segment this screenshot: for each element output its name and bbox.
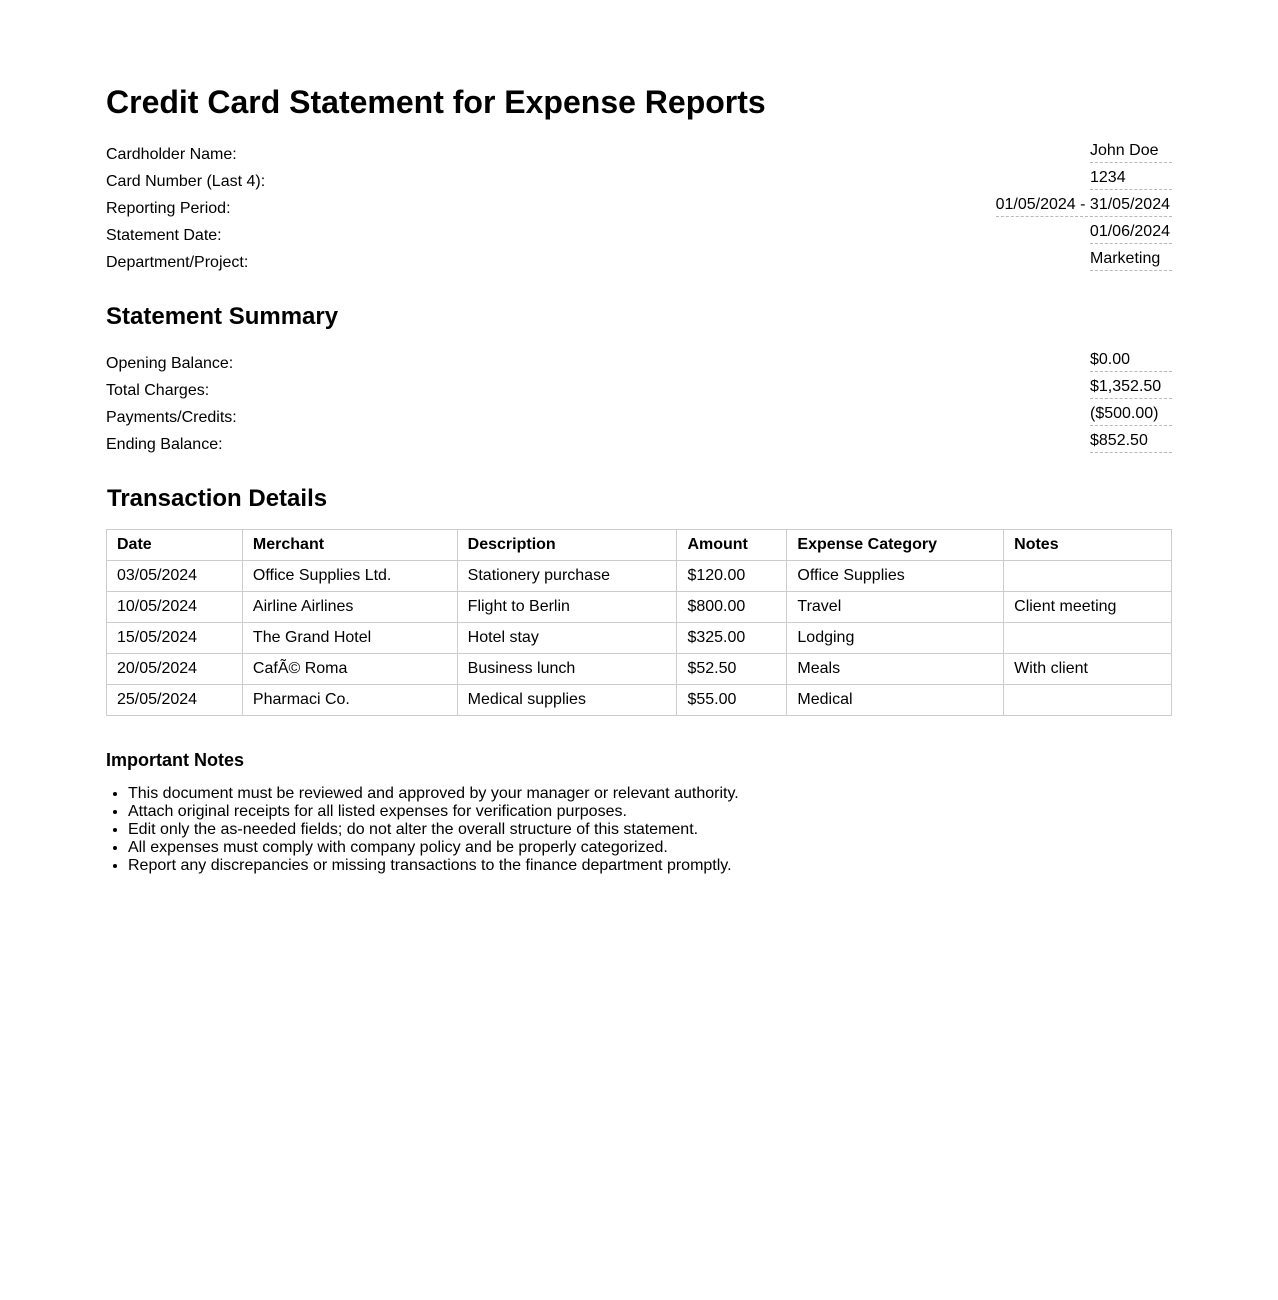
- cell-expense-category: Meals: [787, 654, 1004, 685]
- cell-date: 20/05/2024: [107, 654, 243, 685]
- summary-label: Ending Balance:: [106, 436, 223, 453]
- table-row: [107, 561, 1172, 592]
- info-row-department: [106, 246, 1172, 273]
- cell-expense-category: Office Supplies: [787, 561, 1004, 592]
- list-item: • This document must be reviewed and approved by your manager or relevant authority.: [128, 785, 1172, 803]
- page-title: Credit Card Statement for Expense Reports: [106, 84, 766, 120]
- cell-description: Stationery purchase: [457, 561, 677, 592]
- transactions-heading: Transaction Details: [107, 485, 328, 512]
- column-header-merchant: Merchant: [242, 530, 457, 561]
- summary-row-payments-credits: [106, 401, 1172, 428]
- list-item: • Edit only the as-needed fields; do not alter the overall structure of this statement.: [128, 821, 1172, 839]
- info-label: Cardholder Name:: [106, 146, 237, 163]
- cell-date: 25/05/2024: [107, 685, 243, 716]
- cardholder-name-field[interactable]: John Doe: [1090, 141, 1172, 163]
- summary-row-total-charges: [106, 374, 1172, 401]
- payments-credits-field[interactable]: ($500.00): [1090, 404, 1172, 426]
- table-row: [107, 592, 1172, 623]
- cell-expense-category: Medical: [787, 685, 1004, 716]
- column-header-description: Description: [457, 530, 677, 561]
- summary-row-opening-balance: [106, 347, 1172, 374]
- cell-description: Business lunch: [457, 654, 677, 685]
- list-item: • Attach original receipts for all listed expenses for verification purposes.: [128, 803, 1172, 821]
- info-row-cardholder-name: [106, 138, 1172, 165]
- cell-expense-category: Travel: [787, 592, 1004, 623]
- info-row-statement-date: [106, 219, 1172, 246]
- statement-page: [106, 0, 1172, 875]
- table-row: [107, 685, 1172, 716]
- cell-amount: $325.00: [677, 623, 787, 654]
- statement-summary: [106, 347, 1172, 455]
- summary-label: Opening Balance:: [106, 355, 234, 372]
- info-row-card-number: [106, 165, 1172, 192]
- cell-notes: Client meeting: [1004, 592, 1172, 623]
- info-label: Reporting Period:: [106, 200, 231, 217]
- column-header-date: Date: [107, 530, 243, 561]
- cell-notes: With client: [1004, 654, 1172, 685]
- cell-merchant: CafÃ© Roma: [242, 654, 457, 685]
- cell-expense-category: Lodging: [787, 623, 1004, 654]
- info-label: Statement Date:: [106, 227, 222, 244]
- column-header-expense-category: Expense Category: [787, 530, 1004, 561]
- statement-date-field[interactable]: 01/06/2024: [1090, 222, 1172, 244]
- cell-notes: [1004, 623, 1172, 654]
- column-header-amount: Amount: [677, 530, 787, 561]
- cell-notes: [1004, 685, 1172, 716]
- cell-merchant: Airline Airlines: [242, 592, 457, 623]
- cell-amount: $52.50: [677, 654, 787, 685]
- summary-label: Payments/Credits:: [106, 409, 237, 426]
- cell-amount: $800.00: [677, 592, 787, 623]
- total-charges-field[interactable]: $1,352.50: [1090, 377, 1172, 399]
- cell-date: 03/05/2024: [107, 561, 243, 592]
- cell-merchant: The Grand Hotel: [242, 623, 457, 654]
- transactions-table: [106, 529, 1172, 716]
- cell-date: 10/05/2024: [107, 592, 243, 623]
- summary-label: Total Charges:: [106, 382, 210, 399]
- list-item: • Report any discrepancies or missing transactions to the finance department promptly.: [128, 857, 1172, 875]
- info-row-reporting-period: [106, 192, 1172, 219]
- column-header-notes: Notes: [1004, 530, 1172, 561]
- cell-merchant: Pharmaci Co.: [242, 685, 457, 716]
- department-field[interactable]: Marketing: [1090, 249, 1172, 271]
- reporting-period-field[interactable]: 01/05/2024 - 31/05/2024: [996, 195, 1172, 217]
- summary-heading: Statement Summary: [106, 303, 339, 330]
- table-row: [107, 623, 1172, 654]
- table-row: [107, 654, 1172, 685]
- opening-balance-field[interactable]: $0.00: [1090, 350, 1172, 372]
- cell-notes: [1004, 561, 1172, 592]
- info-label: Card Number (Last 4):: [106, 173, 266, 190]
- cell-description: Hotel stay: [457, 623, 677, 654]
- card-number-field[interactable]: 1234: [1090, 168, 1172, 190]
- cardholder-info: [106, 138, 1172, 273]
- cell-amount: $120.00: [677, 561, 787, 592]
- info-label: Department/Project:: [106, 254, 249, 271]
- cell-description: Flight to Berlin: [457, 592, 677, 623]
- table-header-row: [107, 530, 1172, 561]
- ending-balance-field[interactable]: $852.50: [1090, 431, 1172, 453]
- cell-description: Medical supplies: [457, 685, 677, 716]
- cell-date: 15/05/2024: [107, 623, 243, 654]
- cell-merchant: Office Supplies Ltd.: [242, 561, 457, 592]
- summary-row-ending-balance: [106, 428, 1172, 455]
- notes-list: [106, 785, 1172, 875]
- list-item: • All expenses must comply with company policy and be properly categorized.: [128, 839, 1172, 857]
- cell-amount: $55.00: [677, 685, 787, 716]
- notes-heading: Important Notes: [106, 750, 245, 770]
